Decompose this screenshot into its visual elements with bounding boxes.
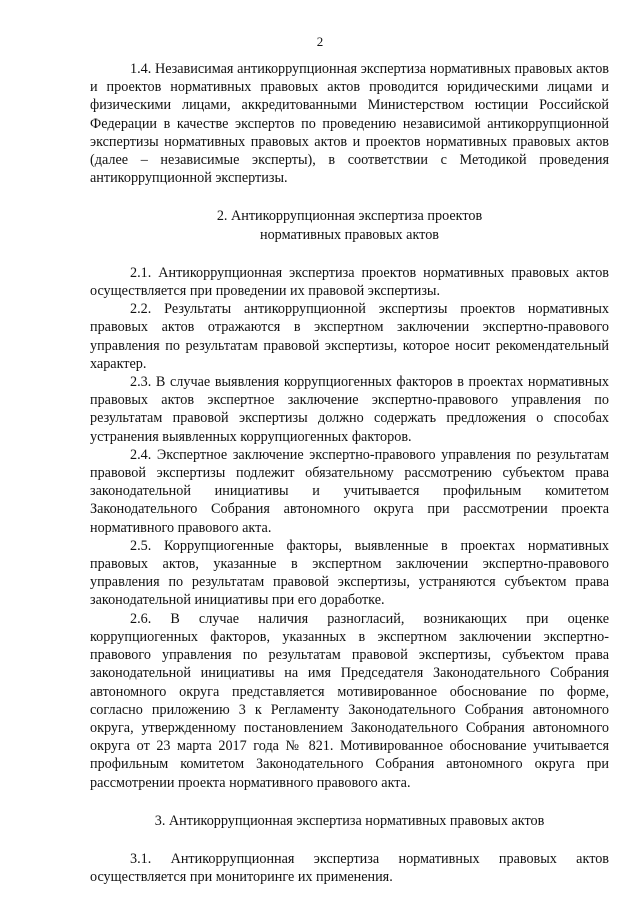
paragraph-2-2: 2.2. Результаты антикоррупционной экспертизы проектов нормативных правовых актов отражаются в экспертном заключении экспертно-правового управления по результатам правовой экспертизы, которое носит рекомендательный характер. xyxy=(90,301,609,372)
paragraph-2-6: 2.6. В случае наличия разногласий, возникающих при оценке коррупциогенных факторов, указанных в экспертном заключении экспертно-правового управления по результатам правовой экспертизы, субъектом права законодательной инициативы на имя Председателя Законодательного Собрания автономного округа представляется мотивированное обоснование по форме, согласно приложению 3 к Регламенту Законодательного Собрания автономного округа, утвержденному постановлением Законодательного Собрания автономного округа от 23 марта 2017 года № 821. Мотивированное обоснование учитывается профильным комитетом Законодательного Собрания автономного округа при рассмотрении проекта нормативного правового акта. xyxy=(90,610,609,791)
page-number: 2 xyxy=(316,34,324,49)
document-body xyxy=(90,60,609,886)
section-2-heading-line-1: 2. Антикоррупционная экспертиза проектов xyxy=(216,208,483,225)
section-2-heading-line-2: нормативных правовых актов xyxy=(260,226,439,243)
paragraph-2-3: 2.3. В случае выявления коррупциогенных факторов в проектах нормативных правовых актов экспертное заключение экспертно-правового управления по результатам правовой экспертизы должно содержать предложения о способах устранения выявленных коррупциогенных факторов. xyxy=(90,374,609,445)
paragraph-3-1: 3.1. Антикоррупционная экспертиза нормативных правовых актов осуществляется при мониторинге их применения. xyxy=(90,850,609,886)
paragraph-2-5: 2.5. Коррупциогенные факторы, выявленные в проектах нормативных правовых актов, указанные в экспертном заключении экспертно-правового управления по результатам правовой экспертизы, устраняются субъектом права законодательной инициативы при его доработке. xyxy=(90,537,609,609)
paragraph-2-4: 2.4. Экспертное заключение экспертно-правового управления по результатам правовой экспертизы подлежит обязательному рассмотрению субъектом права законодательной инициативы и учитывается профильным комитетом Законодательного Собрания автономного округа при рассмотрении проекта нормативного правового акта. xyxy=(90,446,609,536)
paragraph-2-1: 2.1. Антикоррупционная экспертиза проектов нормативных правовых актов осуществляется при проведении их правовой экспертизы. xyxy=(90,264,609,300)
section-3-heading: 3. Антикоррупционная экспертиза нормативных правовых актов xyxy=(154,812,545,829)
paragraph-1-4: 1.4. Независимая антикоррупционная экспертиза нормативных правовых актов и проектов нормативных правовых актов проводится юридическими лицами и физическими лицами, аккредитованными Министерством юстиции Российской Федерации в качестве экспертов по проведению независимой антикоррупционной экспертизы нормативных правовых актов и проектов нормативных правовых актов (далее – независимые эксперты), в соответствии с Методикой проведения антикоррупционной экспертизы. xyxy=(90,61,609,187)
section-2-heading xyxy=(90,207,609,243)
